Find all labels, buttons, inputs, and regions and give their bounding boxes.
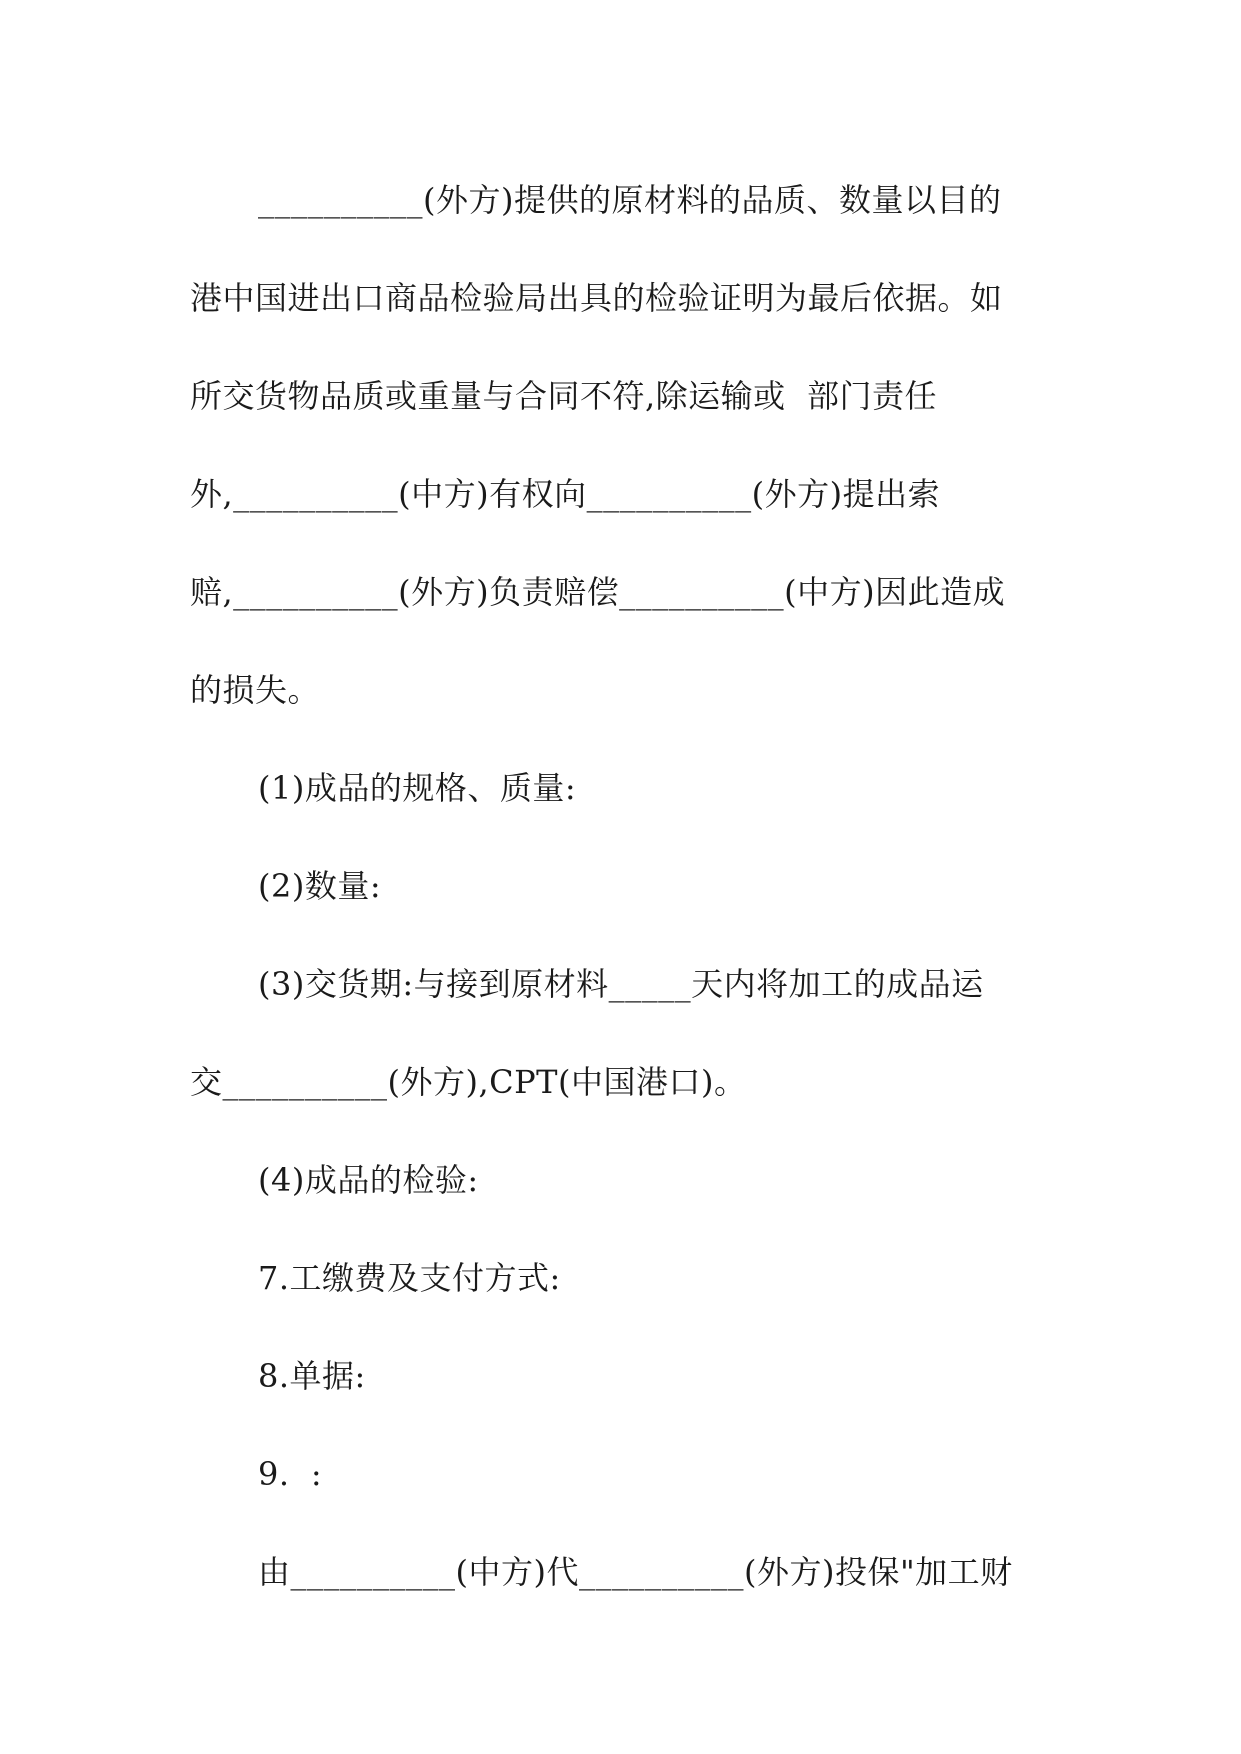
paragraph-line-6: 的损失。 xyxy=(190,671,321,709)
list-item-3: (3)交货期:与接到原材料_____天内将加工的成品运 xyxy=(258,965,984,1003)
paragraph-line-2: 港中国进出口商品检验局出具的检验证明为最后依据。如 xyxy=(190,279,1003,317)
section-9-heading: 9. : xyxy=(258,1455,323,1493)
list-item-1: (1)成品的规格、质量: xyxy=(258,769,577,807)
paragraph-line-3: 所交货物品质或重量与合同不符,除运输或 部门责任 xyxy=(190,377,938,415)
list-item-2: (2)数量: xyxy=(258,867,382,905)
section-8-heading: 8.单据: xyxy=(258,1357,366,1395)
section-7-heading: 7.工缴费及支付方式: xyxy=(258,1259,561,1297)
section-9-paragraph-line: 由__________(中方)代__________(外方)投保"加工财 xyxy=(258,1553,1013,1591)
paragraph-line-4: 外,__________(中方)有权向__________(外方)提出索 xyxy=(190,475,941,513)
list-item-3-continuation: 交__________(外方),CPT(中国港口)。 xyxy=(190,1063,747,1101)
paragraph-line-5: 赔,__________(外方)负责赔偿__________(中方)因此造成 xyxy=(190,573,1006,611)
list-item-4: (4)成品的检验: xyxy=(258,1161,479,1199)
paragraph-line-1: __________(外方)提供的原材料的品质、数量以目的 xyxy=(258,181,1002,219)
